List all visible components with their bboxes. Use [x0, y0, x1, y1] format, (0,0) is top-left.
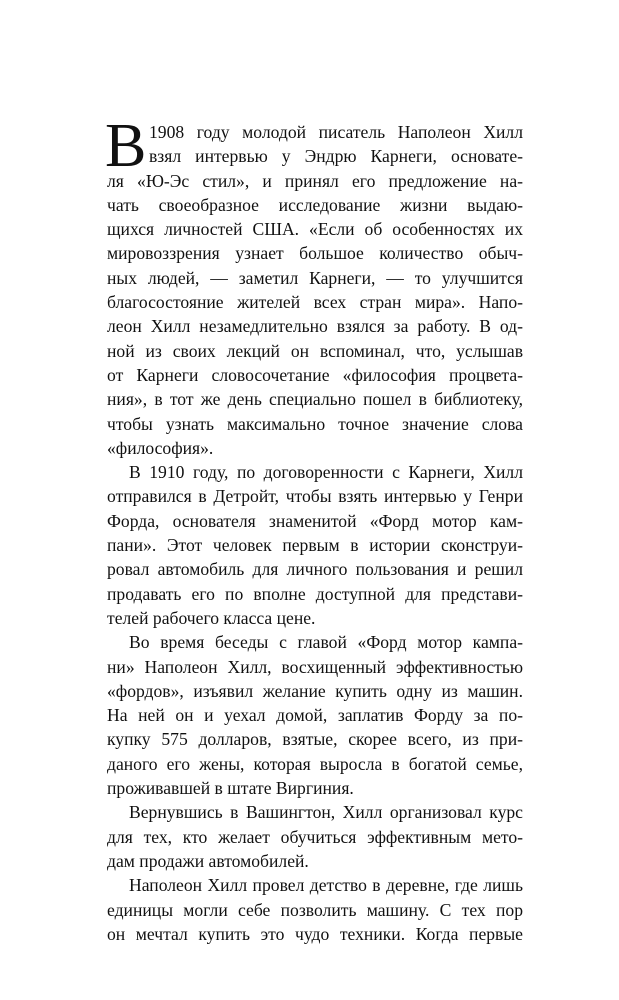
drop-cap-letter: В	[105, 112, 147, 180]
text-line: благосостояние жителей всех стран мира». Напо-	[107, 292, 523, 313]
text-line: ния», в тот же день специально пошел в библиотеку,	[107, 389, 523, 410]
text-line: В 1910 году, по договоренности с Карнеги, Хилл	[129, 462, 523, 483]
text-line: пани». Этот человек первым в истории сконструи-	[107, 535, 523, 556]
text-line: «философия».	[107, 437, 214, 458]
text-line: телей рабочего класса цене.	[107, 607, 316, 628]
text-line: щихся личностей США. «Если об особенностях их	[107, 219, 523, 240]
text-line: леон Хилл незамедлительно взялся за работу. В од-	[107, 316, 523, 337]
text-line: ни» Наполеон Хилл, восхищенный эффективностью	[107, 656, 523, 677]
text-line: ля «Ю-Эс стил», и принял его предложение на-	[107, 170, 523, 191]
text-line: ной из своих лекций он вспоминал, что, услышав	[107, 340, 523, 361]
text-line: он мечтал купить это чудо техники. Когда первые	[107, 923, 523, 944]
text-line: Наполеон Хилл провел детство в деревне, где лишь	[129, 875, 523, 896]
text-line: ровал автомобиль для личного пользования и решил	[107, 559, 523, 580]
text-line: чать своеобразное исследование жизни выдаю-	[107, 194, 523, 215]
text-line: единицы могли себе позволить машину. С тех пор	[107, 899, 523, 920]
text-line: купку 575 долларов, взятые, скорее всего, из при-	[107, 729, 523, 750]
book-page-text	[105, 112, 523, 946]
text-line: даного его жены, которая выросла в богатой семье,	[107, 753, 523, 774]
text-line: чтобы узнать максимально точное значение слова	[107, 413, 523, 434]
text-line: мировоззрения узнает большое количество обыч-	[107, 243, 523, 264]
text-line: Вернувшись в Вашингтон, Хилл организовал курс	[129, 802, 523, 823]
text-line: отправился в Детройт, чтобы взять интервью у Генри	[107, 486, 523, 507]
text-line: ных людей, — заметил Карнеги, — то улучшится	[107, 267, 523, 288]
text-line: продавать его по вполне доступной для представи-	[107, 583, 523, 604]
text-line: взял интервью у Эндрю Карнеги, основате-	[149, 146, 523, 167]
text-line: дам продажи автомобилей.	[107, 850, 309, 871]
text-line: 1908 году молодой писатель Наполеон Хилл	[149, 122, 523, 142]
text-line: Форда, основателя знаменитой «Форд мотор кам-	[107, 510, 523, 531]
text-line: Во время беседы с главой «Форд мотор кампа-	[129, 632, 523, 653]
text-line: проживавшей в штате Виргиния.	[107, 778, 354, 799]
text-line: для тех, кто желает обучиться эффективным мето-	[107, 826, 523, 847]
text-line: На ней он и уехал домой, заплатив Форду за по-	[107, 705, 523, 726]
text-body	[107, 120, 523, 946]
text-line: от Карнеги словосочетание «философия процвета-	[107, 364, 523, 385]
text-line: «фордов», изъявил желание купить одну из машин.	[107, 680, 523, 701]
